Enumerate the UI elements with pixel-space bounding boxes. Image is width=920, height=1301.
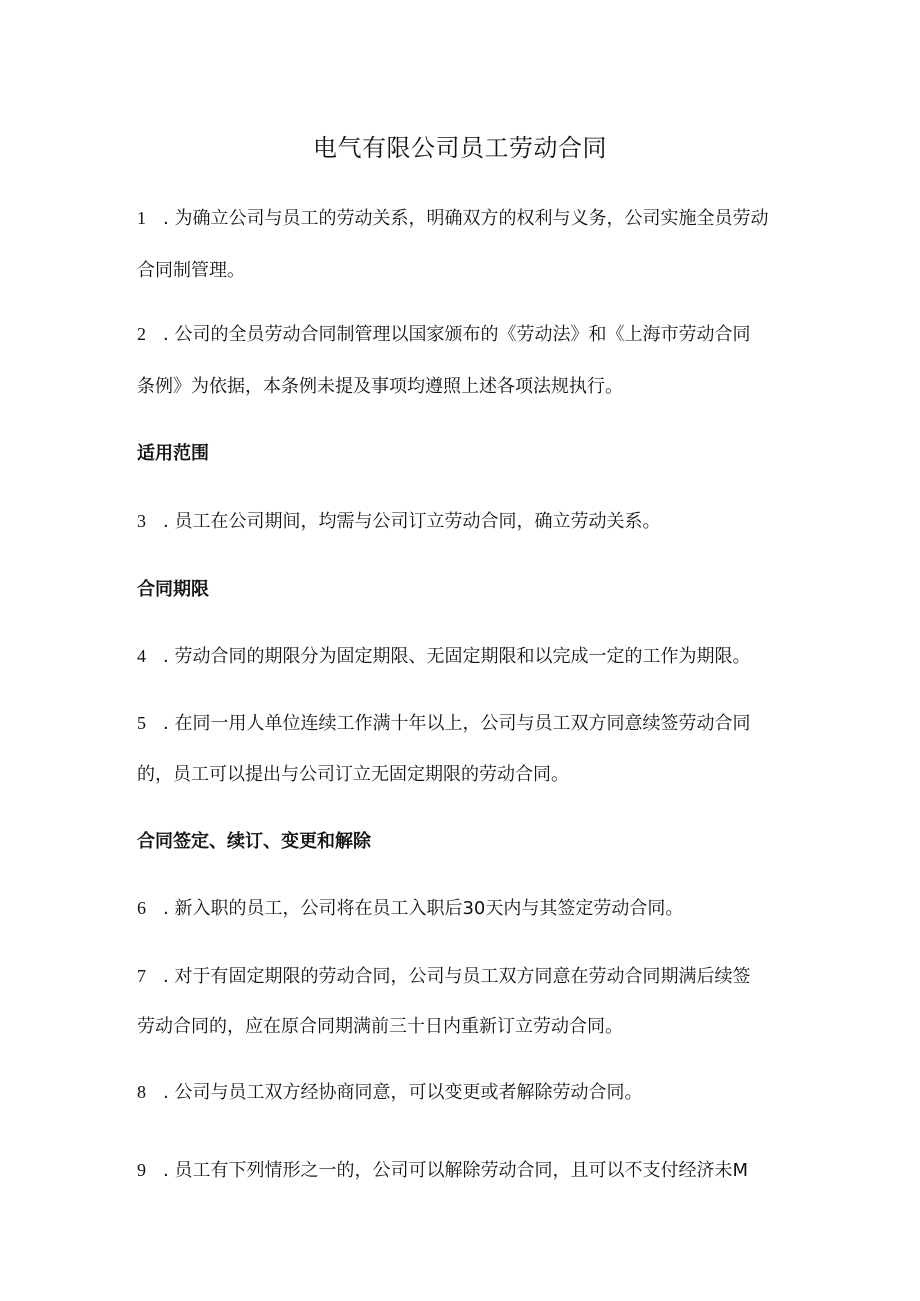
paragraph-5-line-1 (137, 709, 750, 735)
section-heading-signing: 合同签定、续订、变更和解除 (137, 831, 371, 852)
item-number: 5 (137, 713, 146, 733)
paragraph-2-line-2: 条例》为依据，本条例未提及事项均遵照上述各项法规执行。 (137, 376, 623, 397)
paragraph-8-line-1 (137, 1078, 642, 1104)
item-number: 7 (137, 966, 146, 986)
paragraph-7-line-1 (137, 962, 750, 988)
document-title: 电气有限公司员工劳动合同 (313, 134, 607, 162)
paragraph-text: . 为确立公司与员工的劳动关系，明确双方的权利与义务，公司实施全员劳动 (163, 208, 769, 229)
paragraph-text: . 员工有下列情形之一的，公司可以解除劳动合同，且可以不支付经济未M (163, 1160, 748, 1181)
paragraph-text: . 公司与员工双方经协商同意，可以变更或者解除劳动合同。 (163, 1082, 643, 1103)
item-number: 1 (137, 208, 146, 228)
item-number: 8 (137, 1082, 146, 1102)
paragraph-text: . 员工在公司期间，均需与公司订立劳动合同，确立劳动关系。 (163, 511, 661, 532)
item-number: 6 (137, 898, 146, 918)
paragraph-9-line-1 (137, 1156, 748, 1182)
paragraph-text: . 新入职的员工，公司将在员工入职后30天内与其签定劳动合同。 (163, 898, 684, 919)
paragraph-text: . 劳动合同的期限分为固定期限、无固定期限和以完成一定的工作为期限。 (163, 646, 751, 667)
paragraph-7-line-2: 劳动合同的，应在原合同期满前三十日内重新订立劳动合同。 (137, 1016, 623, 1037)
item-number: 9 (137, 1160, 146, 1180)
paragraph-text: . 公司的全员劳动合同制管理以国家颁布的《劳动法》和《上海市劳动合同 (163, 324, 751, 345)
section-heading-scope: 适用范围 (137, 443, 209, 464)
item-number: 3 (137, 511, 146, 531)
paragraph-text: . 对于有固定期限的劳动合同，公司与员工双方同意在劳动合同期满后续签 (163, 966, 751, 987)
paragraph-6-line-1 (137, 894, 683, 920)
paragraph-2-line-1 (137, 320, 750, 346)
paragraph-text: . 在同一用人单位连续工作满十年以上，公司与员工双方同意续签劳动合同 (163, 713, 751, 734)
paragraph-4-line-1 (137, 642, 750, 668)
paragraph-5-line-2: 的，员工可以提出与公司订立无固定期限的劳动合同。 (137, 764, 569, 785)
paragraph-1-line-2: 合同制管理。 (137, 260, 245, 281)
paragraph-3-line-1 (137, 507, 660, 533)
item-number: 4 (137, 646, 146, 666)
section-heading-term: 合同期限 (137, 579, 209, 600)
item-number: 2 (137, 324, 146, 344)
paragraph-1-line-1 (137, 204, 768, 230)
